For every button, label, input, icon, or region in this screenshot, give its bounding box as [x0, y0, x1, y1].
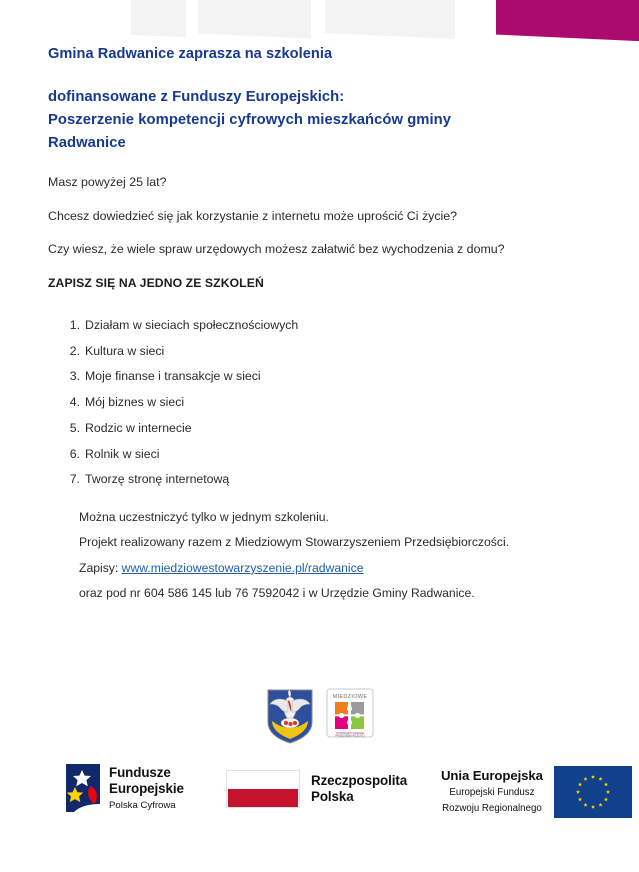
list-item	[64, 394, 464, 410]
emblem-row	[0, 688, 639, 744]
svg-text:STOWARZYSZENIE: STOWARZYSZENIE	[335, 731, 364, 735]
info-block	[79, 511, 599, 601]
question-3: Czy wiesz, że wiele spraw urzędowych możesz załatwić bez wychodzenia z domu?	[48, 242, 505, 257]
info-line-2: Projekt realizowany razem z Miedziowym Stowarzyszeniem Przedsiębiorczości.	[79, 535, 510, 550]
list-item-number: 1.	[69, 318, 80, 332]
ue-subtitle-line-1: Europejski Fundusz	[449, 787, 535, 799]
course-list	[64, 317, 464, 497]
svg-text:PRZEDSIĘBIORCZOŚCI: PRZEDSIĘBIORCZOŚCI	[334, 734, 365, 738]
question-2: Chcesz dowiedzieć się jak korzystanie z internetu może uprościć Ci życie?	[48, 208, 458, 223]
rp-title-line-2: Polska	[311, 789, 354, 804]
question-1: Masz powyżej 25 lat?	[48, 175, 167, 189]
list-item-label: Kultura w sieci	[85, 343, 165, 358]
info-line-4: oraz pod nr 604 586 145 lub 76 7592042 i w Urzędzie Gminy Radwanice.	[79, 586, 475, 601]
headline-line-2: dofinansowane z Funduszy Europejskich:	[48, 88, 345, 105]
rzeczpospolita-polska-logo	[226, 770, 407, 808]
ue-title: Unia Europejska	[441, 768, 543, 784]
signup-label: Zapisy:	[79, 560, 122, 575]
list-item-label: Tworzę stronę internetową	[85, 472, 230, 487]
info-line-3	[79, 562, 599, 575]
call-to-action: ZAPISZ SIĘ NA JEDNO ZE SZKOLEŃ	[48, 276, 264, 291]
polish-flag-icon	[226, 770, 300, 808]
headline-line-1: Gmina Radwanice zaprasza na szkolenia	[48, 46, 333, 62]
list-item-number: 5.	[69, 420, 80, 435]
funding-logo-bar	[0, 762, 639, 832]
list-item	[64, 420, 464, 436]
list-item	[64, 471, 464, 487]
headline-line-3: Poszerzenie kompetencji cyfrowych mieszkańców gminy	[48, 111, 452, 128]
list-item-label: Rodzic w internecie	[85, 420, 192, 435]
rp-title-line-1: Rzeczpospolita	[311, 773, 408, 789]
fundusze-europejskie-icon	[62, 764, 100, 812]
list-item	[64, 317, 464, 333]
ue-subtitle-line-2: Rozwoju Regionalnego	[442, 802, 542, 814]
eu-flag-icon	[554, 766, 632, 818]
fe-title-line-2: Europejskie	[109, 780, 184, 796]
list-item	[64, 343, 464, 359]
unia-europejska-logo	[441, 766, 632, 818]
miedziowe-stowarzyszenie-icon	[326, 688, 374, 738]
questions-block	[48, 174, 608, 292]
fundusze-europejskie-logo	[62, 764, 184, 812]
list-item-label: Mój biznes w sieci	[85, 395, 185, 410]
fe-subtitle: Polska Cyfrowa	[109, 799, 176, 811]
list-item	[64, 368, 464, 384]
list-item-number: 6.	[69, 446, 80, 461]
svg-text:MIEDZIOWE: MIEDZIOWE	[332, 694, 367, 700]
list-item-label: Rolnik w sieci	[85, 446, 160, 461]
herb-gminy-radwanice-icon	[266, 688, 314, 744]
fe-title-line-1: Fundusze	[109, 765, 171, 781]
headline-line-4: Radwanice	[48, 134, 126, 151]
rzeczpospolita-polska-text	[311, 773, 407, 804]
signup-link[interactable]: www.miedziowestowarzyszenie.pl/radwanice	[121, 560, 364, 575]
list-item-number: 3.	[69, 369, 80, 384]
info-line-1: Można uczestniczyć tylko w jednym szkoleniu.	[79, 510, 329, 524]
fundusze-europejskie-text	[109, 765, 184, 810]
list-item-label: Działam w sieciach społecznościowych	[85, 318, 299, 332]
list-item-label: Moje finanse i transakcje w sieci	[85, 369, 261, 384]
list-item	[64, 446, 464, 462]
list-item-number: 7.	[69, 472, 80, 487]
list-item-number: 4.	[69, 395, 80, 410]
list-item-number: 2.	[69, 343, 80, 358]
unia-europejska-text	[441, 768, 543, 815]
page-title	[48, 44, 593, 155]
